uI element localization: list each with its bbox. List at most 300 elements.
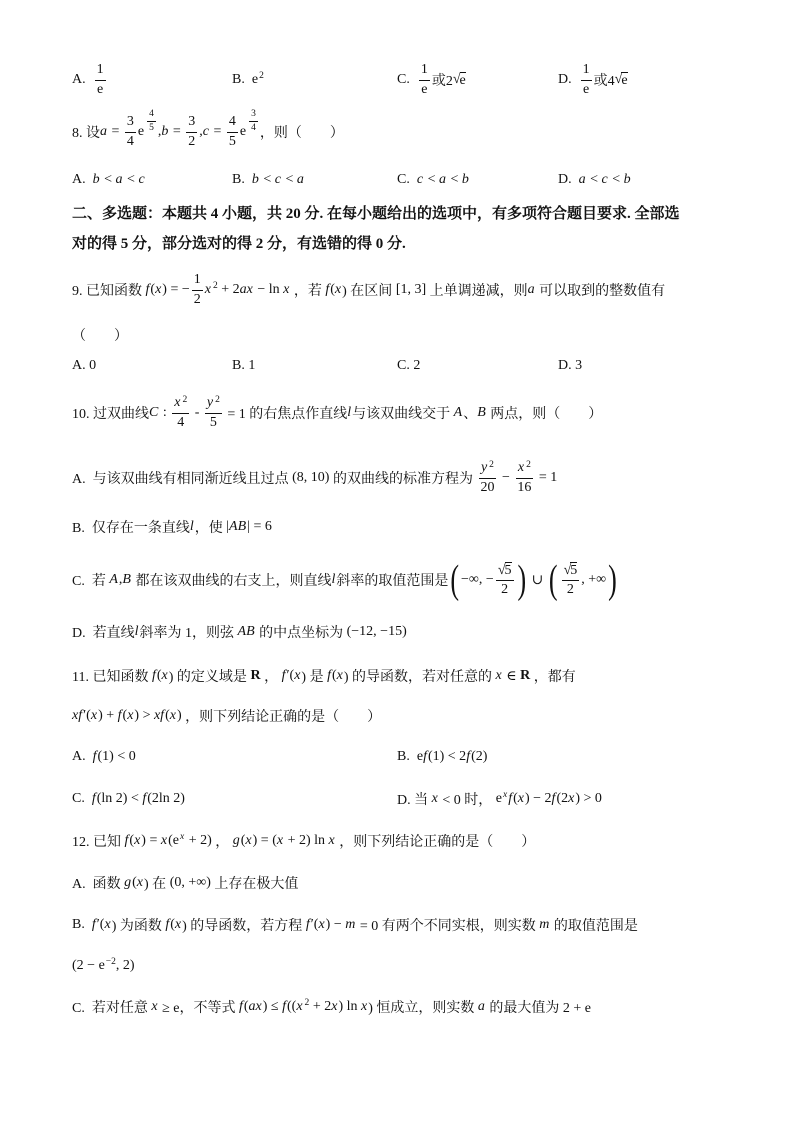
- text-run: b: [461, 172, 469, 187]
- text-run: C.: [397, 72, 417, 87]
- text-run: x: [517, 460, 525, 476]
- text-run: x: [134, 833, 141, 848]
- text-run: f: [145, 282, 150, 297]
- text-run: xf: [153, 708, 165, 723]
- fraction-denominator: [227, 133, 238, 150]
- power-base: [296, 999, 303, 1014]
- text-run: <: [259, 172, 275, 187]
- math-variable: [116, 172, 124, 188]
- text-run: e: [421, 81, 428, 97]
- text-run: ′(: [96, 917, 105, 932]
- text-run: a: [115, 172, 123, 187]
- q12-option-b-line-2: [72, 944, 135, 988]
- section-heading-line-2: 对的得 5 分，部分选对的得 2 分，有选错的得 0 分.: [72, 235, 406, 252]
- text-run: (: [331, 668, 337, 683]
- math-variable: [151, 999, 158, 1015]
- fraction-denominator: [95, 81, 105, 98]
- text-run: + 2) ln: [284, 833, 329, 848]
- math-variable: [579, 172, 587, 188]
- math-variable: [539, 917, 550, 933]
- text-run: c: [138, 172, 145, 187]
- text-run: f: [165, 917, 170, 932]
- text-run: 2: [259, 71, 264, 82]
- text-run: f: [423, 749, 427, 764]
- fraction: [562, 562, 580, 598]
- large-left-paren: (: [548, 556, 558, 602]
- text-run: B. e: [397, 749, 424, 764]
- text-run: ) +: [98, 708, 118, 723]
- text-run: x: [495, 668, 502, 683]
- text-run: ∪: [528, 572, 547, 588]
- text-run: ): [176, 708, 182, 723]
- text-run: 的取值范围是: [550, 919, 638, 934]
- text-run: ) 恒成立，则实数: [368, 1001, 478, 1016]
- math-variable: [91, 708, 98, 724]
- text-run: (: [122, 708, 128, 723]
- superscript: [489, 460, 494, 470]
- text-run: x: [161, 668, 168, 683]
- q7-option-a: [72, 58, 108, 102]
- text-run: C: [149, 405, 159, 420]
- text-run: 2: [188, 133, 196, 149]
- text-run: − ln: [253, 282, 284, 297]
- text-run: (: [150, 282, 156, 297]
- text-run: x: [104, 917, 111, 932]
- text-run: [1, 3]: [395, 282, 427, 297]
- math-variable: [161, 833, 168, 849]
- text-run: −2: [105, 957, 116, 968]
- text-run: √: [497, 562, 506, 578]
- fraction-numerator: [479, 460, 496, 478]
- text-run: ) 在: [144, 877, 170, 892]
- text-run: |: [247, 519, 250, 534]
- math-variable: [207, 395, 214, 410]
- text-run: ∈: [502, 668, 521, 684]
- power-base: [481, 460, 488, 475]
- fraction-denominator: [565, 581, 576, 598]
- fraction-numerator: [147, 109, 156, 122]
- q7-options-row: [0, 58, 794, 102]
- fraction: [125, 114, 136, 149]
- text-run: ) 的定义域是: [168, 670, 251, 685]
- text-run: A.: [72, 749, 93, 764]
- text-run: A.: [72, 172, 93, 187]
- text-run: e: [621, 72, 628, 88]
- text-run: b: [623, 172, 631, 187]
- power-base: [207, 395, 214, 410]
- math-variable: [503, 790, 508, 800]
- text-run: ，: [211, 835, 233, 850]
- fraction-denominator: [499, 581, 510, 598]
- q11-option-c: [72, 777, 185, 821]
- math-variable: [72, 708, 83, 724]
- text-run: 4: [126, 133, 134, 149]
- text-run: (: [170, 917, 175, 932]
- text-run: ) 是: [301, 670, 328, 685]
- text-run: <: [446, 172, 462, 187]
- text-run: m: [345, 917, 356, 932]
- superscript: [145, 109, 158, 134]
- math-variable: [294, 668, 301, 684]
- math-variable: [297, 172, 305, 188]
- power: [496, 791, 508, 807]
- text-run: 12. 已知: [72, 835, 125, 850]
- power: [205, 282, 218, 298]
- text-run: a: [477, 999, 485, 1014]
- radicand-overline: [505, 562, 512, 578]
- q10-option-c: [72, 558, 619, 602]
- text-run: 2: [193, 291, 201, 307]
- math-variable: [335, 282, 342, 298]
- text-run: ) ln: [338, 999, 361, 1014]
- q9-option-c: C. 2: [397, 358, 421, 373]
- large-right-paren: ): [517, 556, 527, 602]
- math-variable: [203, 124, 210, 140]
- text-run: 1: [582, 62, 590, 78]
- text-run: f: [151, 668, 156, 683]
- math-variable: [100, 124, 108, 140]
- bold-set-symbol: [520, 668, 530, 684]
- q11-options-row-1: [0, 735, 794, 779]
- text-run: x: [361, 999, 368, 1014]
- text-run: <: [281, 172, 297, 187]
- fraction: [205, 395, 222, 430]
- math-variable: [137, 875, 144, 891]
- text-run: <: [123, 172, 139, 187]
- math-variable: [93, 172, 101, 188]
- text-run: ax: [239, 282, 253, 297]
- text-run: 与该双曲线交于: [352, 407, 454, 422]
- math-variable: [233, 833, 241, 849]
- text-run: −∞, −: [461, 572, 494, 587]
- text-run: x: [127, 708, 134, 723]
- superscript: [106, 957, 116, 967]
- text-run: (: [240, 833, 246, 848]
- fraction-denominator: [249, 122, 258, 134]
- text-run: 都在该双曲线的右支上，则直线: [131, 574, 332, 589]
- q11-option-a: [72, 735, 136, 779]
- math-variable: [229, 519, 247, 535]
- text-run: x: [334, 282, 342, 297]
- radicand-overline: [621, 72, 627, 88]
- text-run: D. 若直线: [72, 626, 135, 641]
- fraction-denominator: [581, 81, 591, 98]
- text-run: =: [210, 124, 225, 139]
- fraction-numerator: [125, 114, 136, 132]
- text-run: ′(: [286, 668, 295, 683]
- text-run: + 2): [185, 833, 212, 848]
- text-run: 1: [193, 272, 201, 288]
- fraction-numerator: [192, 272, 203, 290]
- text-run: x: [174, 395, 181, 411]
- text-run: ，都有: [530, 670, 576, 685]
- math-variable: [345, 917, 356, 933]
- text-run: −: [498, 470, 514, 485]
- text-run: x: [568, 791, 575, 806]
- text-run: (0, +∞): [169, 875, 211, 890]
- math-variable: [454, 405, 464, 421]
- math-variable: [138, 172, 145, 188]
- superscript: [526, 460, 531, 470]
- math-variable: [238, 624, 256, 640]
- math-variable: [277, 833, 284, 849]
- math-variable: [496, 668, 503, 684]
- fraction: [192, 272, 203, 307]
- text-run: x: [90, 708, 98, 723]
- math-variable: [624, 172, 632, 188]
- text-run: x: [517, 791, 524, 806]
- text-run: B: [122, 572, 131, 587]
- fraction-numerator: [516, 460, 533, 478]
- math-variable: [318, 917, 325, 933]
- text-run: 1: [420, 62, 428, 78]
- text-run: 2: [501, 582, 509, 597]
- math-variable: [175, 917, 182, 933]
- fraction-denominator: [478, 479, 496, 496]
- text-run: 3: [188, 114, 196, 130]
- text-run: 3: [126, 114, 134, 130]
- text-run: a: [100, 124, 107, 139]
- text-run: 4: [228, 114, 236, 130]
- text-run: <: [586, 172, 602, 187]
- math-variable: [155, 282, 162, 298]
- power-base: [252, 72, 258, 87]
- math-variable: [432, 791, 439, 807]
- text-run: x: [204, 282, 211, 297]
- fraction-numerator: [205, 395, 222, 413]
- text-run: (1) < 2: [427, 749, 467, 764]
- fraction: [249, 109, 258, 134]
- power: [296, 999, 309, 1015]
- q10-stem: [72, 391, 602, 435]
- math-variable: [149, 405, 159, 421]
- fraction: [581, 62, 592, 97]
- text-run: l: [134, 624, 139, 639]
- text-run: (: [168, 833, 173, 848]
- text-run: ，使: [194, 521, 227, 536]
- fraction: [496, 562, 514, 598]
- math-variable: [134, 833, 141, 849]
- text-run: x: [169, 708, 176, 723]
- math-variable: [439, 172, 447, 188]
- text-run: ，: [260, 670, 282, 685]
- text-run: a: [438, 172, 446, 187]
- text-run: a: [296, 172, 304, 187]
- fraction-denominator: [175, 414, 186, 431]
- text-run: 10. 过双曲线: [72, 407, 149, 422]
- text-run: ) 的导函数，若方程: [182, 919, 306, 934]
- power-base: [518, 460, 525, 475]
- text-run: 可以取到的整数值有: [535, 284, 666, 299]
- text-run: 4: [149, 109, 154, 120]
- text-run: x: [174, 917, 182, 932]
- text-run: 2: [526, 459, 531, 470]
- fraction-denominator: [419, 81, 429, 98]
- text-run: <: [424, 172, 439, 187]
- text-run: 2: [212, 281, 218, 292]
- q12-option-c: [72, 985, 591, 1029]
- text-run: √: [452, 72, 461, 87]
- text-run: (ln 2) <: [96, 791, 143, 806]
- math-variable: [180, 832, 185, 842]
- fraction-denominator: [186, 133, 197, 150]
- superscript: [182, 395, 187, 405]
- math-variable: [154, 708, 165, 724]
- text-run: x: [160, 833, 168, 848]
- text-run: 16: [517, 479, 532, 495]
- text-run: B.: [232, 172, 252, 187]
- text-run: x: [331, 999, 338, 1014]
- q7-option-d: [558, 58, 628, 102]
- text-run: ) 的导函数，若对任意的: [343, 670, 496, 685]
- text-run: (: [330, 282, 335, 297]
- text-run: ,: [157, 124, 162, 139]
- text-run: R: [250, 668, 261, 683]
- text-run: x: [431, 791, 438, 806]
- text-run: 3: [251, 109, 256, 120]
- fraction-numerator: [95, 62, 106, 80]
- text-run: c: [274, 172, 281, 187]
- text-run: x: [151, 999, 158, 1014]
- fraction-numerator: [172, 395, 189, 413]
- text-run: =: [108, 124, 123, 139]
- text-run: ,: [118, 572, 123, 587]
- text-run: 的最大值为 2 + e: [485, 1001, 591, 1016]
- fraction-denominator: [125, 133, 136, 150]
- text-run: (: [165, 708, 170, 723]
- math-variable: [417, 172, 424, 188]
- text-run: (: [129, 833, 135, 848]
- text-run: ax: [248, 999, 262, 1014]
- text-run: + 2: [217, 282, 240, 297]
- text-run: (: [243, 999, 249, 1014]
- text-run: 上单调递减，则: [426, 284, 528, 299]
- q8-stem: [72, 110, 344, 154]
- math-variable: [252, 172, 260, 188]
- fraction: [147, 109, 156, 134]
- text-run: = 0 有两个不同实根，则实数: [356, 919, 540, 934]
- text-run: C.: [72, 791, 92, 806]
- text-run: < 0 时，: [438, 793, 496, 808]
- q10-option-b: [72, 505, 272, 549]
- q7-option-c: [397, 58, 466, 102]
- fraction: [478, 460, 496, 495]
- math-variable: [205, 282, 212, 297]
- text-run: c: [202, 124, 210, 139]
- text-run: c: [416, 172, 424, 187]
- math-variable: [283, 282, 290, 298]
- superscript: [215, 395, 220, 405]
- text-run: x: [318, 917, 325, 932]
- math-variable: [518, 460, 525, 475]
- power: [99, 958, 116, 974]
- text-run: ) −: [325, 917, 346, 932]
- text-run: x: [502, 790, 508, 801]
- text-run: ) 在区间: [342, 284, 396, 299]
- math-variable: [602, 172, 609, 188]
- text-run: l: [347, 405, 352, 420]
- text-run: (−12, −15): [346, 624, 407, 639]
- text-run: B.: [232, 72, 252, 87]
- fraction-numerator: [581, 62, 592, 80]
- text-run: (1) < 0: [97, 749, 136, 764]
- text-run: e: [98, 958, 105, 973]
- text-run: e: [251, 72, 259, 87]
- text-run: 5: [228, 133, 236, 149]
- text-run: (: [132, 875, 137, 890]
- text-run: B: [477, 405, 486, 420]
- text-run: 20: [480, 479, 495, 495]
- text-run: =: [169, 124, 185, 139]
- text-run: c: [601, 172, 608, 187]
- math-variable: [174, 395, 181, 410]
- text-run: (: [513, 791, 518, 806]
- q11-option-b: [397, 735, 487, 779]
- text-run: C.: [397, 172, 417, 187]
- text-run: 的中点坐标为: [255, 626, 347, 641]
- q11-option-d: [397, 777, 602, 821]
- math-variable: [528, 282, 536, 298]
- power: [207, 395, 220, 411]
- text-run: ) = −: [162, 282, 190, 297]
- text-run: 或2: [431, 74, 453, 89]
- text-run: 1: [96, 62, 104, 78]
- fraction-numerator: [186, 114, 197, 132]
- text-run: b: [251, 172, 259, 187]
- text-run: ，则下列结论正确的是（ ）: [181, 710, 382, 725]
- text-run: ，则（ ）: [259, 126, 344, 141]
- text-run: ) = (: [252, 833, 277, 848]
- fraction: [419, 62, 430, 97]
- fraction: [227, 114, 238, 149]
- text-run: D.: [558, 72, 579, 87]
- q9-answer-blank: （ ）: [72, 329, 128, 344]
- fraction-numerator: [496, 562, 514, 581]
- power: [239, 109, 260, 140]
- math-variable: [477, 405, 487, 421]
- text-run: , 2): [115, 958, 135, 973]
- text-run: 上存在极大值: [210, 877, 299, 892]
- text-run: (2: [556, 791, 569, 806]
- text-run: f: [508, 791, 513, 806]
- q10-option-d: [72, 610, 407, 654]
- math-variable: [329, 833, 336, 849]
- text-run: x: [136, 875, 144, 890]
- text-run: x: [294, 668, 301, 683]
- q7-option-b: [232, 58, 264, 102]
- math-variable: [296, 999, 303, 1014]
- fraction: [186, 114, 197, 149]
- text-run: x: [283, 282, 290, 297]
- text-run: f: [282, 999, 286, 1014]
- fraction-denominator: [147, 122, 156, 134]
- math-variable: [104, 917, 111, 933]
- text-run: D. 当: [397, 793, 432, 808]
- text-run: 或4: [593, 74, 615, 89]
- text-run: A: [109, 572, 118, 587]
- power-base: [174, 395, 181, 410]
- q10-option-a: [72, 456, 557, 500]
- text-run: f: [91, 917, 96, 932]
- fraction: [172, 395, 189, 430]
- math-variable: [127, 708, 134, 724]
- text-run: √: [614, 72, 623, 87]
- q9-options-row: [0, 344, 794, 388]
- bold-set-symbol: [250, 668, 260, 684]
- q9-option-a: A. 0: [72, 358, 97, 373]
- text-run: 2: [566, 582, 574, 597]
- text-run: A: [453, 405, 463, 420]
